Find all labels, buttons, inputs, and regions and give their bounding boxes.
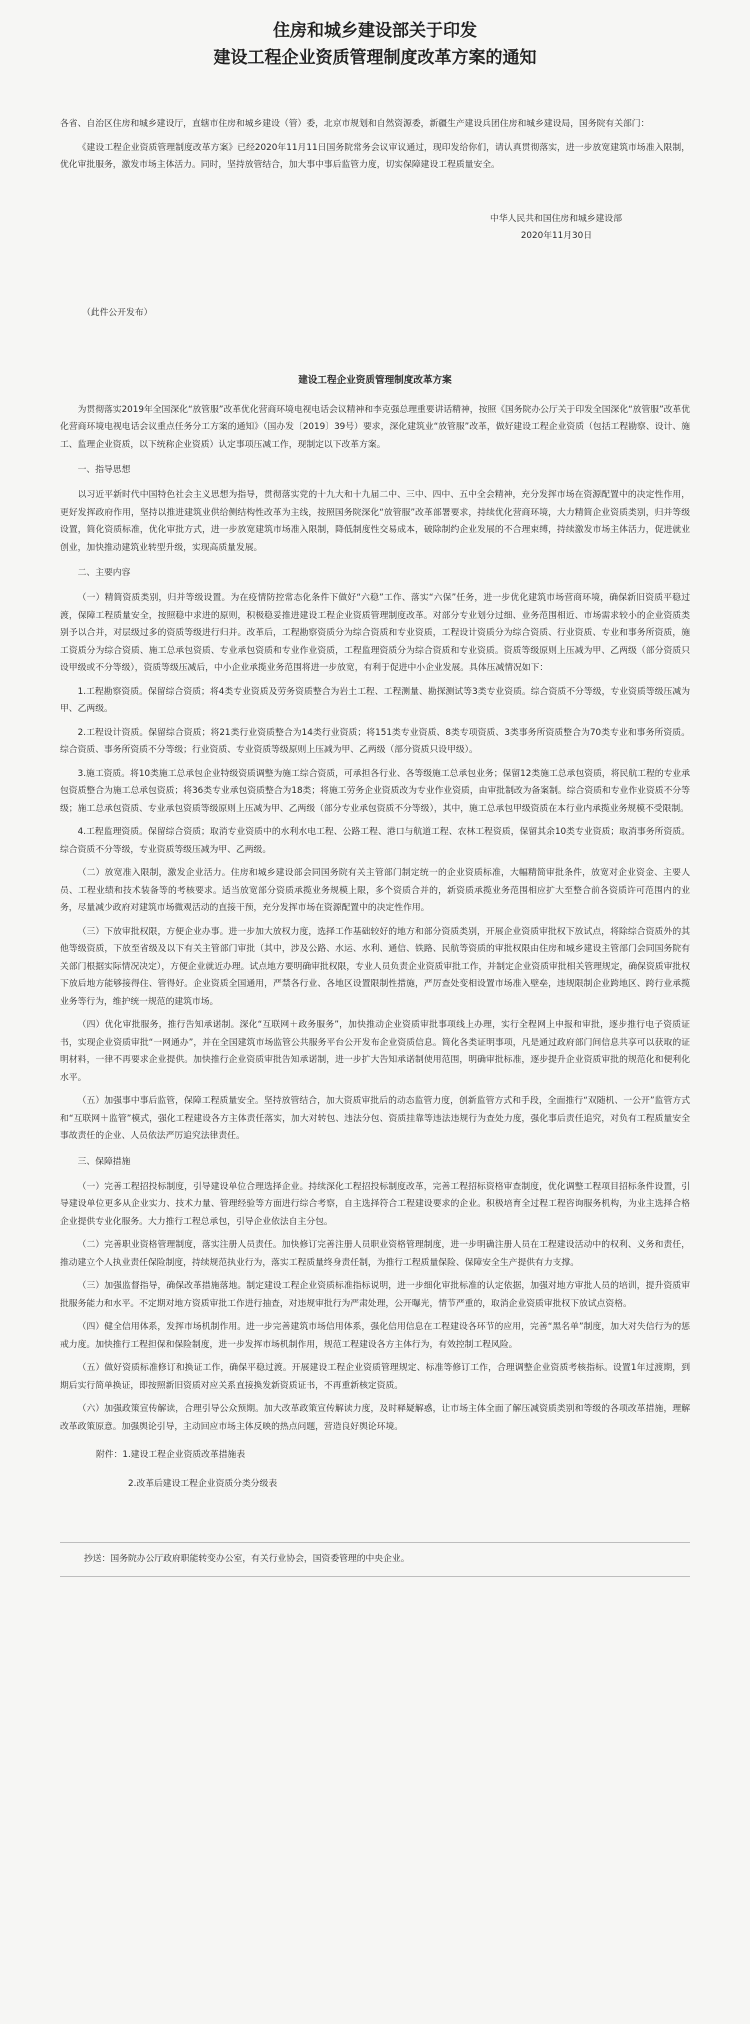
- section-heading-3: 三、保障措施: [77, 1156, 131, 1167]
- paragraph-item-7: （二）完善职业资格管理制度，落实注册人员责任。加快修订完善注册人员职业资格管理制度，进一步明确注册人员在工程建设活动中的权利、义务和责任，推动建立个人执业责任保险制度，持续规范执业行为，落实工程质量终身责任制，为推行工程质量保险、保障安全生产提供有力支撑。: [60, 1240, 690, 1268]
- paragraph-item-6: （一）完善工程招投标制度，引导建设单位合理选择企业。持续深化工程招投标制度改革，完善工程招标资格审查制度，优化调整工程项目招标条件设置，引导建设单位更多从企业实力、技术力量、管理经验等方面进行综合考察，自主选择符合工程建设要求的企业。积极培育全过程工程咨询服务机构，为业主选择合格企业提供专业化服务。大力推行工程总承包，引导企业依法自主分包。: [60, 1181, 690, 1227]
- signature-org: 中华人民共和国住房和城乡建设部: [490, 213, 622, 224]
- signature-date: 2020年11月30日: [520, 230, 592, 241]
- plan-title: 建设工程企业资质管理制度改革方案: [298, 374, 452, 386]
- paragraph-item-1: （一）精简资质类别，归并等级设置。为在疫情防控常态化条件下做好“六稳”工作、落实“六保”任务，进一步优化建筑市场营商环境，确保新旧资质平稳过渡，保障工程质量安全，按照稳中求进的原则，积极稳妥推进建设工程企业资质管理制度改革。对部分专业划分过细、业务范围相近、市场需求较小的企业资质类别予以合并，对层级过多的资质等级进行归并。改革后，工程勘察资质分为综合资质和专业资质，工程设计资质分为综合资质、行业资质、专业和事务所资质，施工资质分为综合资质、施工总承包资质、专业承包资质和专业作业资质，工程监理资质分为综合资质和专业资质。资质等级原则上压减为甲、乙两级（部分资质只设甲级或不分等级），资质等级压减后，中小企业承揽业务范围将进一步放宽，有利于促进中小企业发展。具体压减情况如下：: [60, 593, 690, 673]
- section-heading-2: 二、主要内容: [77, 568, 131, 578]
- paragraph-item-1-4: 4.工程监理资质。保留综合资质；取消专业资质中的水利水电工程、公路工程、港口与航道工程、农林工程资质，保留其余10类专业资质；取消事务所资质。综合资质不分等级，专业资质等级压减为甲、乙两级。: [60, 827, 690, 855]
- section-body-1: 以习近平新时代中国特色社会主义思想为指导，贯彻落实党的十九大和十九届二中、三中、四中、五中全会精神，充分发挥市场在资源配置中的决定性作用，更好发挥政府作用，坚持以推进建筑业供给侧结构性改革为主线，按照国务院深化“放管服”改革部署要求，持续优化营商环境，大力精简企业资质类别，归并等级设置，简化资质标准，优化审批方式，进一步放宽建筑市场准入限制，降低制度性交易成本，破除制约企业发展的不合理束缚，持续激发市场主体活力，促进就业创业，加快推动建筑业转型升级，实现高质量发展。: [60, 490, 690, 553]
- paragraph-item-9: （四）健全信用体系，发挥市场机制作用。进一步完善建筑市场信用体系，强化信用信息在工程建设各环节的应用，完善“黑名单”制度，加大对失信行为的惩戒力度。加快推行工程担保和保险制度，进一步发挥市场机制作用，规范工程建设各方主体行为，有效控制工程风险。: [60, 1322, 690, 1350]
- paragraph-item-1-1: 1.工程勘察资质。保留综合资质；将4类专业资质及劳务资质整合为岩土工程、工程测量、勘探测试等3类专业资质。综合资质不分等级，专业资质等级压减为甲、乙两级。: [60, 686, 690, 714]
- paragraph-item-8: （三）加强监督指导，确保改革措施落地。制定建设工程企业资质标准指标说明，进一步细化审批标准的认定依据，加强对地方审批人员的培训，提升资质审批服务能力和水平。不定期对地方资质审批工作进行抽查，对违规审批行为严肃处理，公开曝光，情节严重的，取消企业资质审批权下放试点资格。: [60, 1281, 690, 1309]
- paragraph-item-11: （六）加强政策宣传解读，合理引导公众预期。加大改革政策宣传解读力度，及时释疑解惑，让市场主体全面了解压减资质类别和等级的各项改革措施，理解改革政策原意。加强舆论引导，主动回应市场主体反映的热点问题，营造良好舆论环境。: [60, 1404, 690, 1432]
- attachment-1: 附件：1.建设工程企业资质改革措施表: [96, 1450, 246, 1460]
- attachment-2: 2.改革后建设工程企业资质分类分级表: [128, 1479, 278, 1489]
- paragraph-item-1-3: 3.施工资质。将10类施工总承包企业特级资质调整为施工综合资质，可承担各行业、各等级施工总承包业务；保留12类施工总承包资质，将民航工程的专业承包资质整合为施工总承包资质；将36类专业承包资质整合为18类；将施工劳务企业资质改为专业作业资质，由审批制改为备案制。综合资质和专业作业资质不分等级；施工总承包资质、专业承包资质等级原则上压减为甲、乙两级（部分专业承包资质不分等级），其中，施工总承包甲级资质在本行业内承揽业务规模不受限制。: [60, 768, 690, 814]
- paragraph-item-5: （五）加强事中事后监管，保障工程质量安全。坚持放管结合，加大资质审批后的动态监管力度，创新监管方式和手段，全面推行“双随机、一公开”监管方式和“互联网＋监管”模式，强化工程建设各方主体责任落实，加大对转包、违法分包、资质挂靠等违法违规行为查处力度，强化事后责任追究，对负有工程质量安全事故责任的企业、人员依法严厉追究法律责任。: [60, 1096, 690, 1141]
- paragraph-item-4: （四）优化审批服务，推行告知承诺制。深化“互联网＋政务服务”，加快推动企业资质审批事项线上办理，实行全程网上申报和审批，逐步推行电子资质证书，实现企业资质审批“一网通办”，并在全国建筑市场监管公共服务平台公开发布企业资质信息。简化各类证明事项，凡是通过政府部门间信息共享可以获取的证明材料，一律不再要求企业提供。加快推行企业资质审批告知承诺制，进一步扩大告知承诺制使用范围，明确审批标准，逐步提升企业资质审批的规范化和便利化水平。: [60, 1020, 690, 1083]
- divider-bottom: [60, 1576, 690, 1577]
- recipient-text: 各省、自治区住房和城乡建设厅，直辖市住房和城乡建设（管）委，北京市规划和自然资源委，新疆生产建设兵团住房和城乡建设局，国务院有关部门：: [60, 119, 650, 129]
- cc-line: 抄送：国务院办公厅政府职能转变办公室，有关行业协会，国资委管理的中央企业。: [84, 1554, 410, 1564]
- notice-title: [60, 18, 690, 72]
- paragraph-item-3: （三）下放审批权限，方便企业办事。进一步加大放权力度，选择工作基础较好的地方和部分资质类别，开展企业资质审批权下放试点，将除综合资质外的其他等级资质，下放至省级及以下有关主管部门审批（其中，涉及公路、水运、水利、通信、铁路、民航等资质的审批权限由住房和城乡建设主管部门会同国务院有关部门根据实际情况决定），方便企业就近办理。试点地方要明确审批权限，专业人员负责企业资质审批工作，并制定企业资质审批相关管理规定，确保资质审批权下放后地方能够接得住、管得好。企业资质全国通用，严禁各行业、各地区设置限制性措施，严厉查处变相设置市场准入壁垒，违规限制企业跨地区、跨行业承揽业务等行为，维护统一规范的建筑市场。: [60, 926, 690, 1007]
- plan-intro: 为贯彻落实2019年全国深化“放管服”改革优化营商环境电视电话会议精神和李克强总理重要讲话精神，按照《国务院办公厅关于印发全国深化“放管服”改革优化营商环境电视电话会议重点任务分工方案的通知》（国办发〔2019〕39号）要求，深化建筑业“放管服”改革，做好建设工程企业资质（包括工程勘察、设计、施工、监理企业资质，以下统称企业资质）认定事项压减工作，现制定以下改革方案。: [60, 404, 691, 450]
- paragraph-item-1-2: 2.工程设计资质。保留综合资质；将21类行业资质整合为14类行业资质；将151类专业资质、8类专项资质、3类事务所资质整合为70类专业和事务所资质。综合资质、事务所资质不分等级；行业资质、专业资质等级原则上压减为甲、乙两级（部分资质只设甲级）。: [60, 727, 690, 755]
- title-line-1: 住房和城乡建设部关于印发: [273, 21, 477, 41]
- letter-body: 《建设工程企业资质管理制度改革方案》已经2020年11月11日国务院常务会议审议通过，现印发给你们，请认真贯彻落实，进一步放宽建筑市场准入限制，优化审批服务，激发市场主体活力。同时，坚持放管结合，加大事中事后监管力度，切实保障建设工程质量安全。: [60, 142, 690, 170]
- paragraph-item-2: （二）放宽准入限制，激发企业活力。住房和城乡建设部会同国务院有关主管部门制定统一的企业资质标准，大幅精简审批条件，放宽对企业资金、主要人员、工程业绩和技术装备等的考核要求。适当放宽部分资质承揽业务规模上限，多个资质合并的，新资质承揽业务范围相应扩大至整合前各资质许可范围内的业务，尽量减少政府对建筑市场微观活动的直接干预，充分发挥市场在资源配置中的决定性作用。: [60, 868, 690, 913]
- section-heading-1: 一、指导思想: [77, 465, 131, 475]
- publication-note: （此件公开发布）: [82, 307, 153, 318]
- paragraph-item-10: （五）做好资质标准修订和换证工作，确保平稳过渡。开展建设工程企业资质管理规定、标准等修订工作，合理调整企业资质考核指标。设置1年过渡期，到期后实行简单换证，即按照新旧资质对应关系直接换发新资质证书，不再重新核定资质。: [60, 1363, 690, 1391]
- title-line-2: 建设工程企业资质管理制度改革方案的通知: [213, 48, 537, 68]
